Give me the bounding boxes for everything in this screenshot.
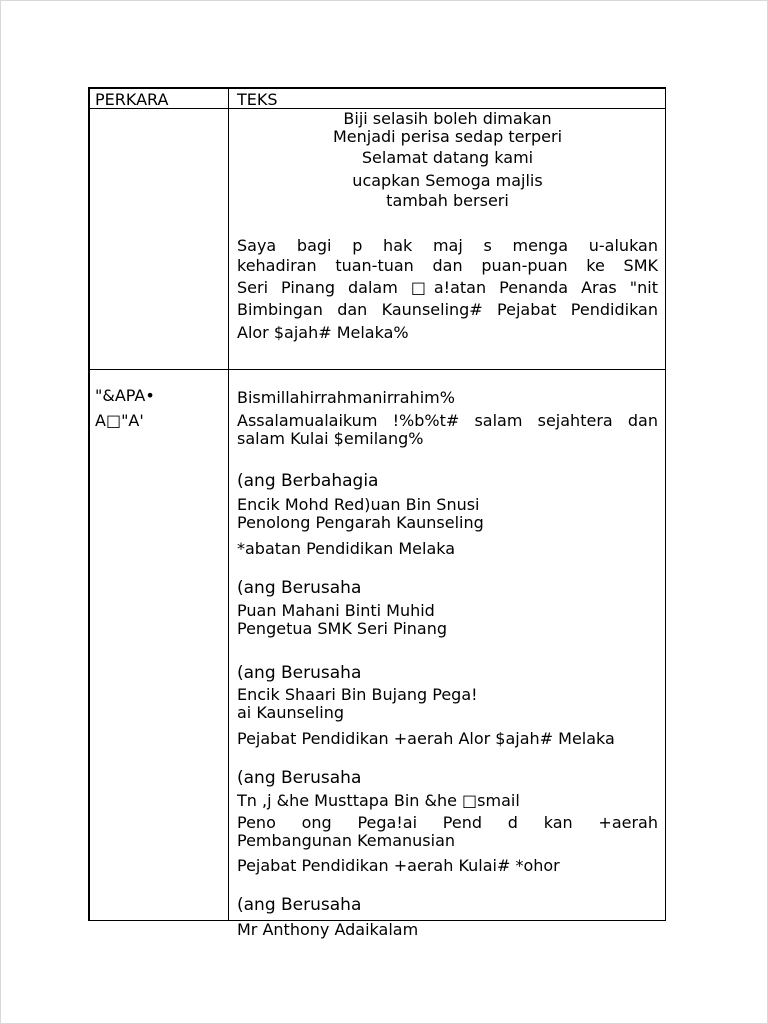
guest-4-org: Pejabat Pendidikan +aerah Kulai# *ohor <box>237 856 560 875</box>
guest-4-salutation: (ang Berusaha <box>237 768 362 788</box>
pantun-line-2: Menjadi perisa sedap terperi <box>332 127 563 146</box>
guest-3-org: Pejabat Pendidikan +aerah Alor $ajah# Melaka <box>237 729 615 748</box>
guest-1-title: Penolong Pengarah Kaunseling <box>237 513 484 532</box>
guest-3-salutation: (ang Berusaha <box>237 663 362 683</box>
pantun-line-5: tambah berseri <box>386 191 509 210</box>
guest-4-name: Tn ,j &he Musttapa Bin &he □smail <box>237 791 520 810</box>
guest-3-title: ai Kaunseling <box>237 703 344 722</box>
document-table <box>88 87 666 939</box>
guest-1-name: Encik Mohd Red)uan Bin Snusi <box>237 495 480 514</box>
welcome-line-5: Alor $ajah# Melaka% <box>237 323 409 342</box>
opening-line-2: Assalamualaikum !%b%t# salam sejahtera dan <box>237 411 658 430</box>
guest-5-name: Mr Anthony Adaikalam <box>237 920 419 939</box>
guest-2-name: Puan Mahani Binti Muhid <box>237 601 435 620</box>
table-left-rule <box>88 87 90 921</box>
welcome-line-1: Saya bagi p hak maj s menga u-alukan <box>237 236 658 255</box>
guest-1-org: *abatan Pendidikan Melaka <box>237 539 456 558</box>
table-top-rule <box>88 87 666 89</box>
guest-4-title-1: Peno ong Pega!ai Pend d kan +aerah <box>237 813 658 832</box>
welcome-line-3: Seri Pinang dalam □a!atan Penanda Aras "nit <box>237 278 658 297</box>
opening-line-1: Bismillahirrahmanirrahim% <box>237 388 455 407</box>
header-teks: TEKS <box>237 90 278 109</box>
pantun-line-1: Biji selasih boleh dimakan <box>343 109 552 128</box>
perkara-line-1: "&APA• <box>95 386 155 405</box>
column-divider <box>228 87 229 921</box>
guest-2-title: Pengetua SMK Seri Pinang <box>237 619 447 638</box>
pantun-line-4: ucapkan Semoga majlis <box>352 171 543 190</box>
pantun-line-3: Selamat datang kami <box>361 148 534 167</box>
guest-4-title-2: Pembangunan Kemanusian <box>237 831 456 850</box>
table-right-rule <box>665 87 666 921</box>
guest-3-name: Encik Shaari Bin Bujang Pega! <box>237 685 478 704</box>
header-perkara: PERKARA <box>95 90 169 109</box>
guest-1-salutation: (ang Berbahagia <box>237 471 379 491</box>
perkara-line-2: A□"A' <box>95 411 144 430</box>
welcome-line-4: Bimbingan dan Kaunseling# Pejabat Pendidikan <box>237 300 658 319</box>
row-divider <box>88 369 666 370</box>
guest-5-salutation: (ang Berusaha <box>237 895 362 915</box>
welcome-line-2: kehadiran tuan-tuan dan puan-puan ke SMK <box>237 256 658 275</box>
guest-2-salutation: (ang Berusaha <box>237 578 362 598</box>
opening-line-3: salam Kulai $emilang% <box>237 429 424 448</box>
